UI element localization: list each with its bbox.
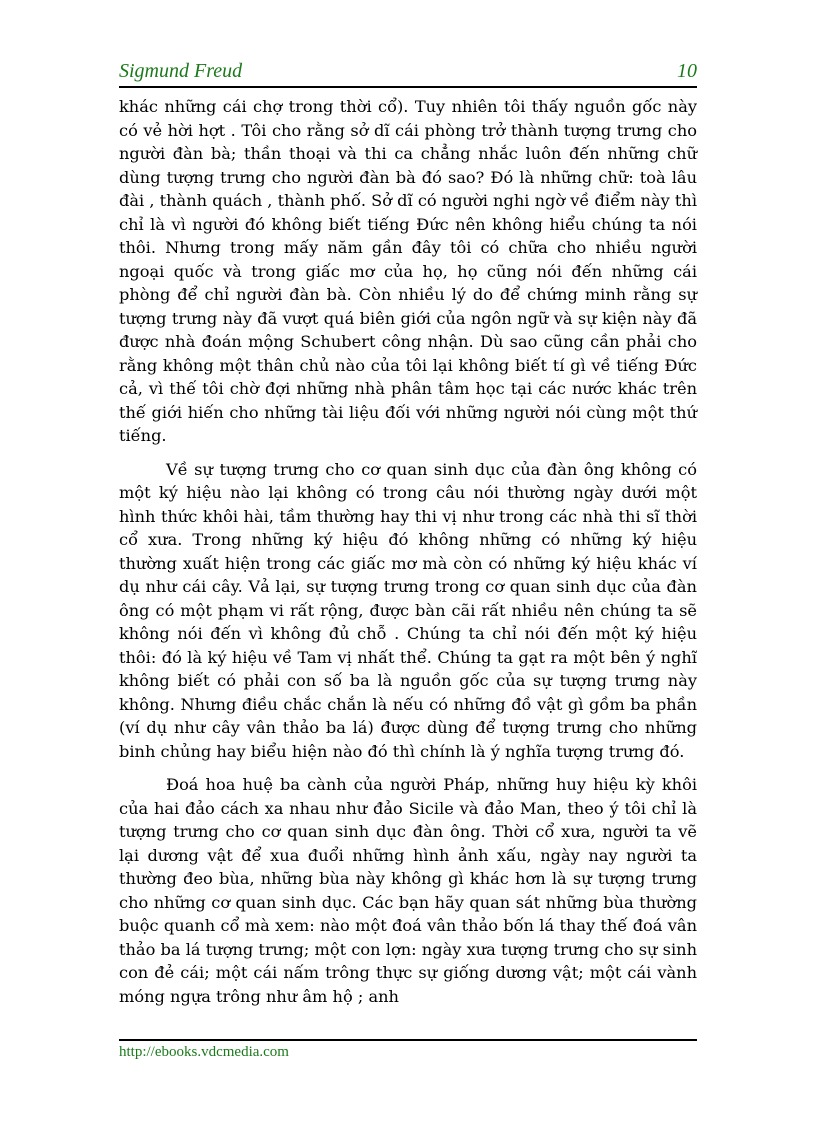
header-divider	[119, 86, 697, 88]
paragraph-1: khác những cái chợ trong thời cổ). Tuy nhiên tôi thấy nguồn gốc này có vẻ hời hợt . Tôi cho rằng sở dĩ cái phòng trở thành tượng trưng cho người đàn bà; thần thoại và thi ca chẳng nhắc luôn đến những chữ dùng tượng trưng cho người đàn bà đó sao? Đó là những chữ: toà lâu đài , thành quách , thành phố. Sở dĩ có người nghi ngờ về điểm này thì chỉ là vì người đó không biết tiếng Đức nên không hiểu chúng ta nói thôi. Nhưng trong mấy năm gần đây tôi có chữa cho nhiều người ngoại quốc và trong giấc mơ của họ, họ cũng nói đến những cái phòng để chỉ người đàn bà. Còn nhiều lý do để chứng minh rằng sự tượng trưng này đã vượt quá biên giới của ngôn ngữ và sự kiện này đã được nhà đoán mộng Schubert công nhận. Dù sao cũng cần phải cho rằng không một thân chủ nào của tôi lại không biết tí gì về tiếng Đức cả, vì thế tôi chờ đợi những nhà phân tâm học tại các nước khác trên thế giới hiến cho những tài liệu đối với những người nói cùng một thứ tiếng.	[119, 97, 697, 445]
footer-divider	[119, 1039, 697, 1041]
paragraph-3: Đoá hoa huệ ba cành của người Pháp, những huy hiệu kỳ khôi của hai đảo cách xa nhau như đảo Sicile và đảo Man, theo ý tôi chỉ là tượng trưng cho cơ quan sinh dục đàn ông. Thời cổ xưa, người ta vẽ lại dương vật để xua đuổi những hình ảnh xấu, ngày nay người ta thường đeo bùa, những bùa này không gì khác hơn là sự tượng trưng cho những cơ quan sinh dục. Các bạn hãy quan sát những bùa thường buộc quanh cổ mà xem: nào một đoá vân thảo bốn lá thay thế đoá vân thảo ba lá tượng trưng; một con lợn: ngày xưa tượng trưng cho sự sinh con đẻ cái; một cái nấm trông thực sự giống dương vật; một cái vành móng ngựa trông như âm hộ ; anh	[119, 775, 697, 1006]
page-header	[119, 58, 697, 84]
footer-url[interactable]: http://ebooks.vdcmedia.com	[119, 1044, 289, 1060]
page-number: 10	[677, 60, 697, 82]
author-name: Sigmund Freud	[119, 60, 243, 82]
paragraph-2: Về sự tượng trưng cho cơ quan sinh dục của đàn ông không có một ký hiệu nào lại không có trong câu nói thường ngày dưới một hình thức khôi hài, tầm thường hay thi vị như trong các nhà thi sĩ thời cổ xưa. Trong những ký hiệu đó không những có những ký hiệu thường xuất hiện trong các giấc mơ mà còn có những ký hiệu khác ví dụ như cái cây. Vả lại, sự tượng trưng trong cơ quan sinh dục của đàn ông có một phạm vi rất rộng, được bàn cãi rất nhiều nên chúng ta sẽ không nói đến vì không đủ chỗ . Chúng ta chỉ nói đến một ký hiệu thôi: đó là ký hiệu về Tam vị nhất thể. Chúng ta gạt ra một bên ý nghĩ không biết có phải con số ba là nguồn gốc của sự tượng trưng này không. Nhưng điều chắc chắn là nếu có những đồ vật gì gồm ba phần (ví dụ như cây vân thảo ba lá) được dùng để tượng trưng cho những binh chủng hay biểu hiện nào đó thì chính là ý nghĩa tượng trưng đó.	[119, 459, 697, 761]
body-text	[119, 95, 697, 1018]
